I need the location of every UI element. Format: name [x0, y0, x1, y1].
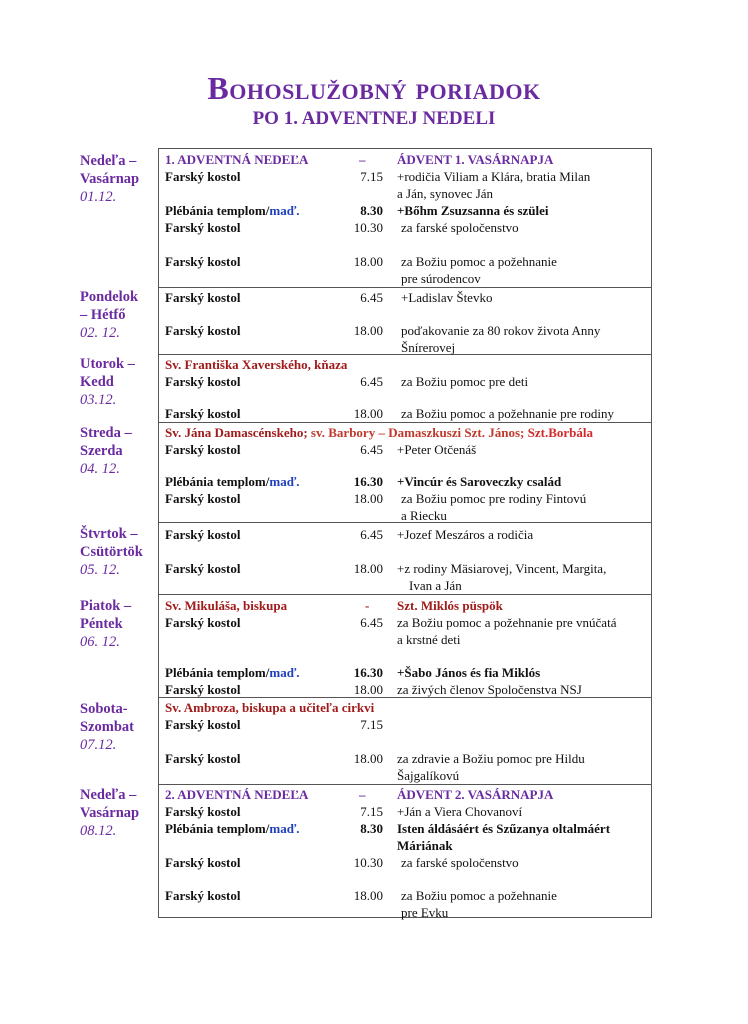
place-label: Farský kostol	[165, 491, 241, 506]
mass-time: 8.30	[360, 821, 383, 836]
mass-time: 6.45	[360, 374, 383, 389]
page-subtitle: PO 1. ADVENTNEJ NEDELI	[252, 108, 496, 129]
feast-heading-hu: ÁDVENT 2. VASÁRNAPJA	[397, 787, 554, 802]
day-label-tuesday: Utorok – Kedd 03.12.	[80, 356, 135, 408]
place-label: Farský kostol	[165, 888, 241, 903]
intention: +Jozef Meszáros a rodičia	[397, 527, 534, 542]
intention: +Bőhm Zsuzsanna és szülei	[397, 203, 549, 218]
place-label: Farský kostol	[165, 374, 241, 389]
mass-time: 18.00	[353, 751, 383, 766]
place-label: Farský kostol	[165, 615, 241, 630]
mass-time: 8.30	[360, 203, 383, 218]
place-label: Farský kostol	[165, 682, 241, 697]
mass-time: 6.45	[360, 290, 383, 305]
place-label: Farský kostol	[165, 527, 241, 542]
intention: za Božiu pomoc a požehnanie pre Evku	[401, 888, 557, 920]
feast-heading: Sv. Mikuláša, biskupa	[165, 598, 288, 613]
place-label: Plébánia templom/maď.	[165, 474, 300, 489]
place-label: Plébánia templom/maď.	[165, 821, 300, 836]
intention: +Šabo János és fia Miklós	[397, 665, 541, 680]
mass-time: 7.15	[360, 169, 383, 184]
intention: +Ján a Viera Chovanoví	[397, 804, 523, 819]
place-label: Farský kostol	[165, 855, 241, 870]
page-title: Bohoslužobný poriadok	[207, 70, 541, 106]
intention: +Peter Otčenáš	[397, 442, 477, 457]
feast-heading: 2. ADVENTNÁ NEDEĽA	[165, 787, 309, 802]
feast-heading-hu: ÁDVENT 1. VASÁRNAPJA	[397, 152, 554, 167]
feast-heading: 1. ADVENTNÁ NEDEĽA	[165, 152, 309, 167]
intention: za Božiu pomoc pre rodiny Fintovú a Riecku	[401, 491, 587, 523]
feast-heading: Sv. Františka Xaverského, kňaza	[165, 357, 348, 372]
schedule-table	[158, 148, 652, 918]
intention: +rodičia Viliam a Klára, bratia Milan a Ján, synovec Ján	[397, 169, 591, 201]
heading-dash: –	[359, 152, 366, 167]
day-label-saturday: Sobota- Szombat 07.12.	[80, 701, 134, 753]
mass-time: 10.30	[353, 220, 383, 235]
mass-time: 16.30	[353, 474, 383, 489]
place-label: Farský kostol	[165, 254, 241, 269]
mass-time: 6.45	[360, 527, 383, 542]
place-label: Farský kostol	[165, 804, 241, 819]
intention: za živých členov Spoločenstva NSJ	[397, 682, 582, 697]
intention: za farské spoločenstvo	[401, 855, 519, 870]
mass-time: 16.30	[353, 665, 383, 680]
row-divider	[159, 287, 651, 288]
place-label: Plébánia templom/maď.	[165, 665, 300, 680]
place-label: Farský kostol	[165, 406, 241, 421]
mass-time: 7.15	[360, 804, 383, 819]
place-label: Farský kostol	[165, 561, 241, 576]
mass-time: 18.00	[353, 682, 383, 697]
mass-time: 18.00	[353, 561, 383, 576]
mass-time: 18.00	[353, 406, 383, 421]
mass-time: 10.30	[353, 855, 383, 870]
day-label-monday: Pondelok – Hétfő 02. 12.	[80, 289, 139, 341]
heading-dash: -	[365, 598, 370, 613]
mass-time: 18.00	[353, 888, 383, 903]
row-divider	[159, 784, 651, 785]
intention: za Božiu pomoc a požehnanie pre súrodencov	[401, 254, 557, 286]
intention: za zdravie a Božiu pomoc pre Hildu Šajgalíkovú	[397, 751, 585, 783]
intention: za Božiu pomoc a požehnanie pre vnúčatá a krstné deti	[397, 615, 617, 647]
mass-time: 18.00	[353, 323, 383, 338]
day-label-sunday-2: Nedeľa – Vasárnap 08.12.	[80, 787, 140, 839]
place-label: Farský kostol	[165, 751, 241, 766]
feast-heading: Sv. Ambroza, biskupa a učiteľa cirkvi	[165, 700, 375, 715]
mass-time: 6.45	[360, 615, 383, 630]
intention: +Vincúr és Saroveczky család	[397, 474, 562, 489]
place-label: Farský kostol	[165, 442, 241, 457]
mass-time: 7.15	[360, 717, 383, 732]
feast-heading-hu: Szt. Miklós püspök	[397, 598, 503, 613]
place-label: Farský kostol	[165, 220, 241, 235]
mass-time: 6.45	[360, 442, 383, 457]
place-label: Farský kostol	[165, 323, 241, 338]
place-label: Farský kostol	[165, 169, 241, 184]
intention: Isten áldásáért és Szűzanya oltalmáért Máriának	[397, 821, 611, 853]
row-divider	[159, 594, 651, 595]
intention: poďakovanie za 80 rokov života Anny Šnírerovej	[401, 323, 601, 355]
intention: za Božiu pomoc pre deti	[401, 374, 529, 389]
day-label-friday: Piatok – Péntek 06. 12.	[80, 598, 132, 650]
mass-time: 18.00	[353, 254, 383, 269]
place-label: Farský kostol	[165, 717, 241, 732]
row-divider	[159, 422, 651, 423]
day-label-thursday: Štvrtok – Csütörtök 05. 12.	[80, 526, 143, 578]
place-label: Plébánia templom/maď.	[165, 203, 300, 218]
intention: +z rodiny Mäsiarovej, Vincent, Margita, Ivan a Ján	[397, 561, 607, 593]
intention: za Božiu pomoc a požehnanie pre rodiny	[401, 406, 614, 421]
heading-dash: –	[359, 787, 366, 802]
intention: +Ladislav Števko	[401, 290, 493, 305]
day-label-wednesday: Streda – Szerda 04. 12.	[80, 425, 132, 477]
feast-heading: Sv. Jána Damascénskeho; sv. Barbory – Damaszkuszi Szt. János; Szt.Borbála	[165, 425, 593, 440]
day-label-sunday-1: Nedeľa – Vasárnap 01.12.	[80, 153, 140, 205]
mass-time: 18.00	[353, 491, 383, 506]
intention: za farské spoločenstvo	[401, 220, 519, 235]
place-label: Farský kostol	[165, 290, 241, 305]
